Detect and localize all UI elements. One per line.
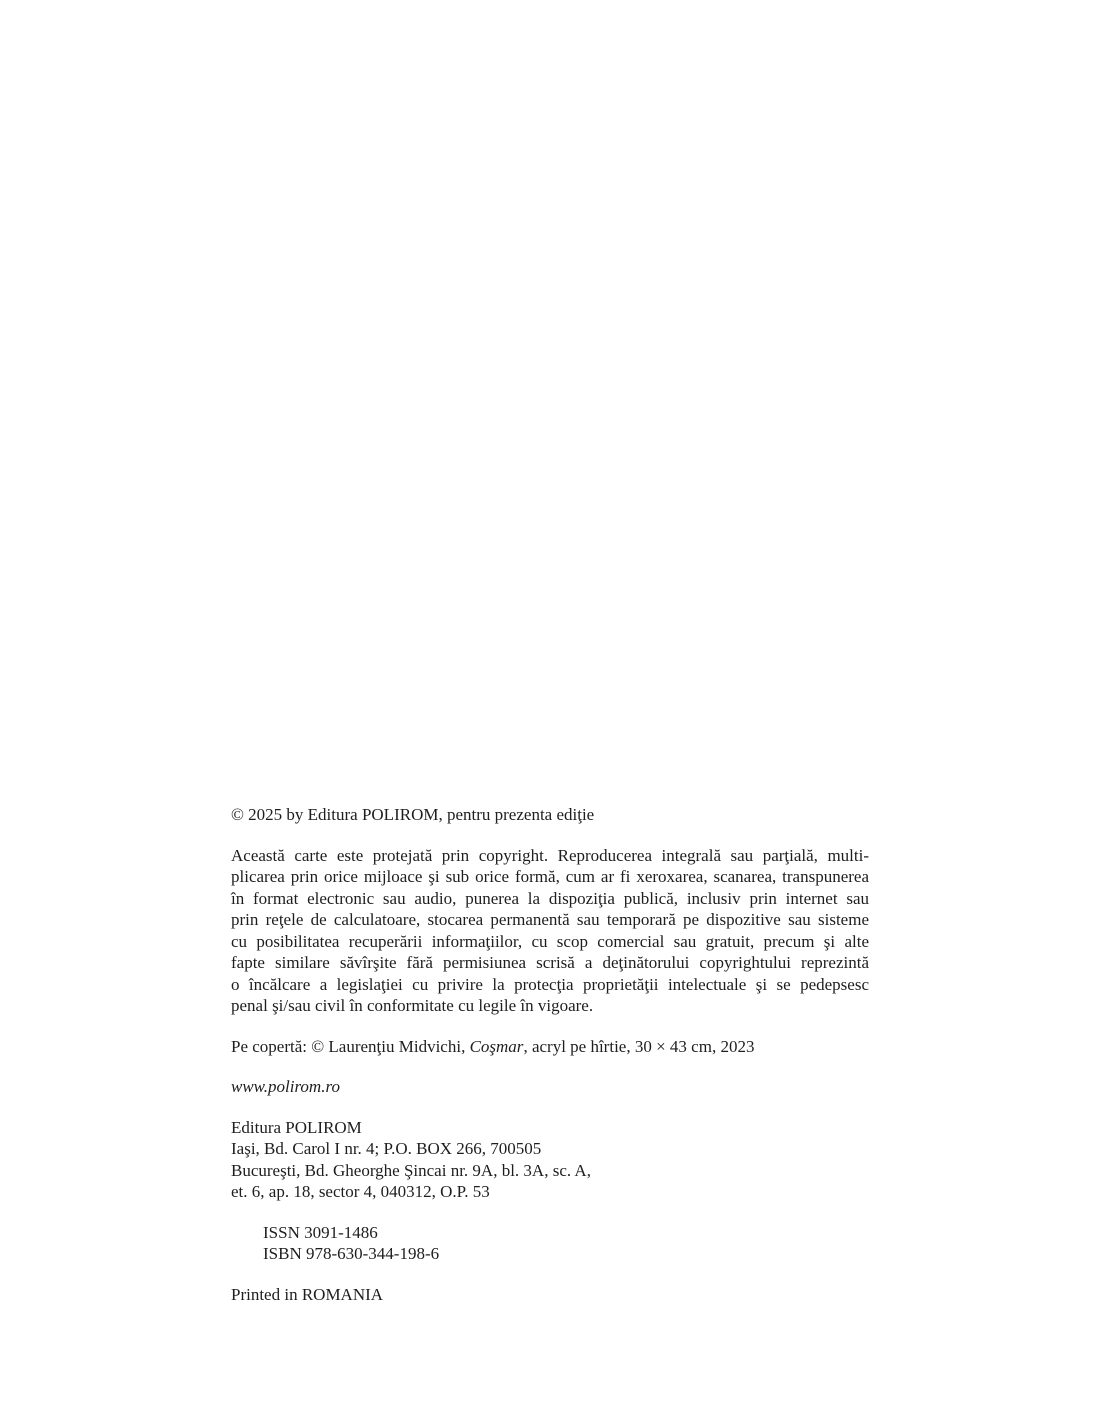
isbn-number: ISBN 978-630-344-198-6 [263,1244,440,1263]
colophon [231,804,869,1305]
cover-credit-suffix: , acryl pe hîrtie, 30 × 43 cm, 2023 [523,1036,755,1056]
cover-credit-prefix: Pe copertă: © Laurenţiu Midvichi, [231,1036,470,1056]
legal-paragraph-line: penal şi/sau civil în conformitate cu legile în vigoare. [231,996,594,1015]
legal-paragraph-line: cu posibilitatea recuperării informaţiilor, cu scop comercial sau gratuit, precum şi alte [231,931,869,951]
legal-paragraph-line: plicarea prin orice mijloace şi sub orice formă, cum ar fi xeroxarea, scanarea, transpunerea [231,867,869,886]
publisher-website: www.polirom.ro [231,1077,340,1096]
issn-number: ISSN 3091-1486 [263,1222,378,1242]
printed-in: Printed in ROMANIA [231,1284,384,1304]
address-line-bucuresti: Bucureşti, Bd. Gheorghe Şincai nr. 9A, bl. 3A, sc. A, [231,1160,591,1180]
legal-paragraph-line: Această carte este protejată prin copyright. Reproducerea integrală sau parţială, multi- [231,845,869,865]
copyright-notice: © 2025 by Editura POLIROM, pentru prezenta ediţie [231,805,595,824]
address-line-iasi: Iaşi, Bd. Carol I nr. 4; P.O. BOX 266, 700505 [231,1139,542,1158]
publisher-name: Editura POLIROM [231,1117,362,1137]
legal-paragraph-line: o încălcare a legislaţiei cu privire la protecţia proprietăţii intelectuale şi se pedepsesc [231,974,869,994]
legal-paragraph-line: în format electronic sau audio, punerea la dispoziţia publică, inclusiv prin internet sau [231,888,869,908]
legal-paragraph-line: prin reţele de calculatoare, stocarea permanentă sau temporară pe dispozitive sau sisteme [231,910,869,929]
legal-paragraph-line: fapte similare săvîrşite fără permisiunea scrisă a deţinătorului copyrightului reprezintă [231,953,869,972]
copyright-legal-paragraph [231,845,869,1017]
address-line-bucuresti-detail: et. 6, ap. 18, sector 4, 040312, O.P. 53 [231,1182,490,1201]
publisher-address [231,1117,869,1203]
cover-artwork-title: Coşmar [469,1036,524,1056]
cover-credit [231,1036,869,1058]
identifiers [231,1222,869,1265]
